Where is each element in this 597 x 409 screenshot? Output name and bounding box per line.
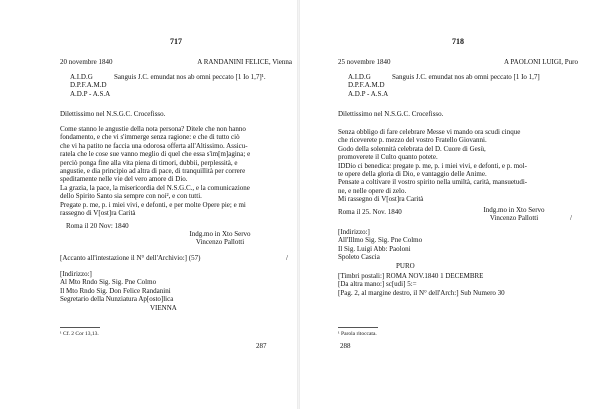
body-line: La grazia, la pace, la misericordia del N.S.G.C., e la comunicazione (60, 183, 250, 192)
footnote: ¹ Cf. 2 Cor 13,13. (60, 331, 99, 337)
invocation-text: Sanguis J.C. emundat nos ab omni peccato [1 Io 1,7] (392, 73, 540, 81)
salutation: Dilettissimo nel N.S.G.C. Crocefisso. (60, 110, 166, 118)
postal-line: [Da altra mano:] sc[udi] 5:= (338, 280, 417, 289)
signature-closing: Indg.mo in Xto Servo (483, 206, 545, 214)
invocation-initials: A.D.P - A.S.A (348, 89, 389, 98)
invocation-text: Sanguis J.C. emundat nos ab omni peccato [1 Io 1,7]¹. (114, 73, 266, 81)
invocation-initials: A.D.P - A.S.A (70, 89, 111, 98)
body-line: te opere della gloria di Dio, e vantaggio delle Anime. (338, 170, 487, 179)
invocation-line (338, 90, 578, 98)
invocation-initials: A.I.D.G (70, 73, 93, 81)
signature-closing: Indg.mo in Xto Servo (189, 230, 251, 238)
address-city: PURO (396, 261, 415, 270)
signature-name: Vincenzo Pallotti (489, 214, 539, 223)
body-line: dello Spirito Santo sia sempre con noi², e con tutti. (60, 192, 202, 201)
invocation-line (60, 73, 292, 81)
body-line: ne, e nelle opere di zelo. (338, 186, 407, 195)
address-line: Segretario della Nunziatura Ap[osto]lica (60, 295, 174, 304)
body-line: che riceverete p. mezzo del vostro Fratello Giovanni. (338, 136, 487, 145)
letter-addressee: A PAOLONI LUIGI, Puro (503, 58, 578, 66)
address-line: All'Illmo Sig. Sig. Pne Colmo (338, 236, 423, 245)
signature (454, 206, 574, 223)
body-line: perciò ponga fine alla vita piena di timori, dubbii, perplessità, e (60, 158, 238, 167)
invocation (60, 73, 292, 98)
body-line: Come stanno le angustie della nota persona? Ditele che non hanno (60, 125, 246, 133)
address-line: Il Mto Rndo Sig. Don Felice Randanini (60, 286, 171, 295)
body-line: speditamente nelle vie del vero amore di Dio. (60, 175, 188, 184)
letter-date: 25 novembre 1840 (338, 58, 391, 66)
invocation-line (60, 81, 292, 89)
invocation-initials: D.P.F.A.M.D (348, 81, 385, 90)
address-block (60, 270, 177, 312)
place-date: Roma il 25. Nov. 1840 (338, 208, 402, 216)
invocation-initials: D.P.F.A.M.D (70, 81, 107, 90)
left-page (60, 0, 292, 409)
slash-mark: / (286, 254, 288, 262)
letter-addressee: A RANDANINI FELICE, Vienna (197, 58, 292, 66)
invocation-initials: A.I.D.G (348, 73, 371, 81)
signature-name: Vincenzo Pallotti (195, 238, 245, 247)
address-line: [Indirizzo:] (338, 228, 370, 236)
footnote: ¹ Parola ritoccata. (338, 331, 377, 337)
page-number: 717 (170, 37, 182, 46)
postal-line: [Timbri postali:] ROMA NOV.1840 1 DECEMBRE (338, 272, 484, 280)
invocation-line (338, 73, 578, 81)
address-line: Il Sig. Luigi Abb: Paoloni (338, 244, 411, 253)
body-line: Mi rassegno di V[ost]ra Carità (338, 195, 424, 204)
body-line: promoverete il Culto quanto potete. (338, 153, 438, 162)
address-city: VIENNA (150, 303, 177, 312)
address-line: Al Mto Rndo Sig. Sig. Pne Colmo (60, 278, 157, 287)
body-line: Senza obbligo di fare celebrare Messe vi mando ora scudi cinque (338, 128, 521, 136)
address-block (338, 228, 422, 270)
place-date: Roma il 20 Nov: 1840 (66, 222, 129, 230)
folio-number: 288 (340, 342, 351, 350)
body-line: ratela che le cose sue vanno meglio di quel che essa s'im[m]agina; e (60, 150, 251, 159)
signature (160, 230, 280, 247)
postal-notes (338, 272, 505, 297)
archive-note: [Accanto all'intestazione il N° dell'Archivio:] (57) (60, 254, 201, 262)
footnote-rule (338, 327, 378, 328)
letter-date: 20 novembre 1840 (60, 58, 113, 66)
letter-body (60, 125, 292, 217)
body-line: Pregate p. me, p. i miei vivi, e defonti, e per molte Opere pie; e mi (60, 200, 246, 209)
body-line: che vi ha patito ne faccia una odorosa offerta all'Altissimo. Assicu- (60, 141, 248, 150)
page-number: 718 (452, 37, 464, 46)
body-line: IDDio ci benedica: pregate p. me, p. i miei vivi, e defonti, e p. mol- (338, 161, 527, 170)
body-line: Pensate a coltivare il vostro spirito nella umiltà, carità, mansuetudi- (338, 178, 528, 187)
address-line: Spoleto Cascia (338, 253, 380, 262)
invocation-line (338, 81, 578, 89)
invocation (338, 73, 578, 98)
body-line: rassegno di V[ost]ra Carità (60, 209, 136, 218)
body-line: fondamento, e che vi s'immerge senza ragione: e che di tutto ciò (60, 133, 240, 142)
salutation: Dilettissimo nel N.S.G.C. Crocefisso. (338, 110, 444, 118)
footnote-rule (60, 327, 100, 328)
folio-number: 287 (256, 342, 267, 350)
right-page (338, 0, 578, 409)
slash-mark: / (570, 214, 572, 222)
book-gutter (297, 0, 300, 409)
postal-line: [Pag. 2, al margine destro, il N° dell'Arch:] Sub Numero 30 (338, 288, 505, 297)
body-line: Godo della solennità celebrata del D. Cuore di Gesù, (338, 144, 486, 153)
body-line: angustie, e dia principio ad altra di pace, di tranquillità per correre (60, 167, 246, 176)
address-line: [Indirizzo:] (60, 270, 92, 278)
invocation-line (60, 90, 292, 98)
letter-body (338, 128, 578, 204)
